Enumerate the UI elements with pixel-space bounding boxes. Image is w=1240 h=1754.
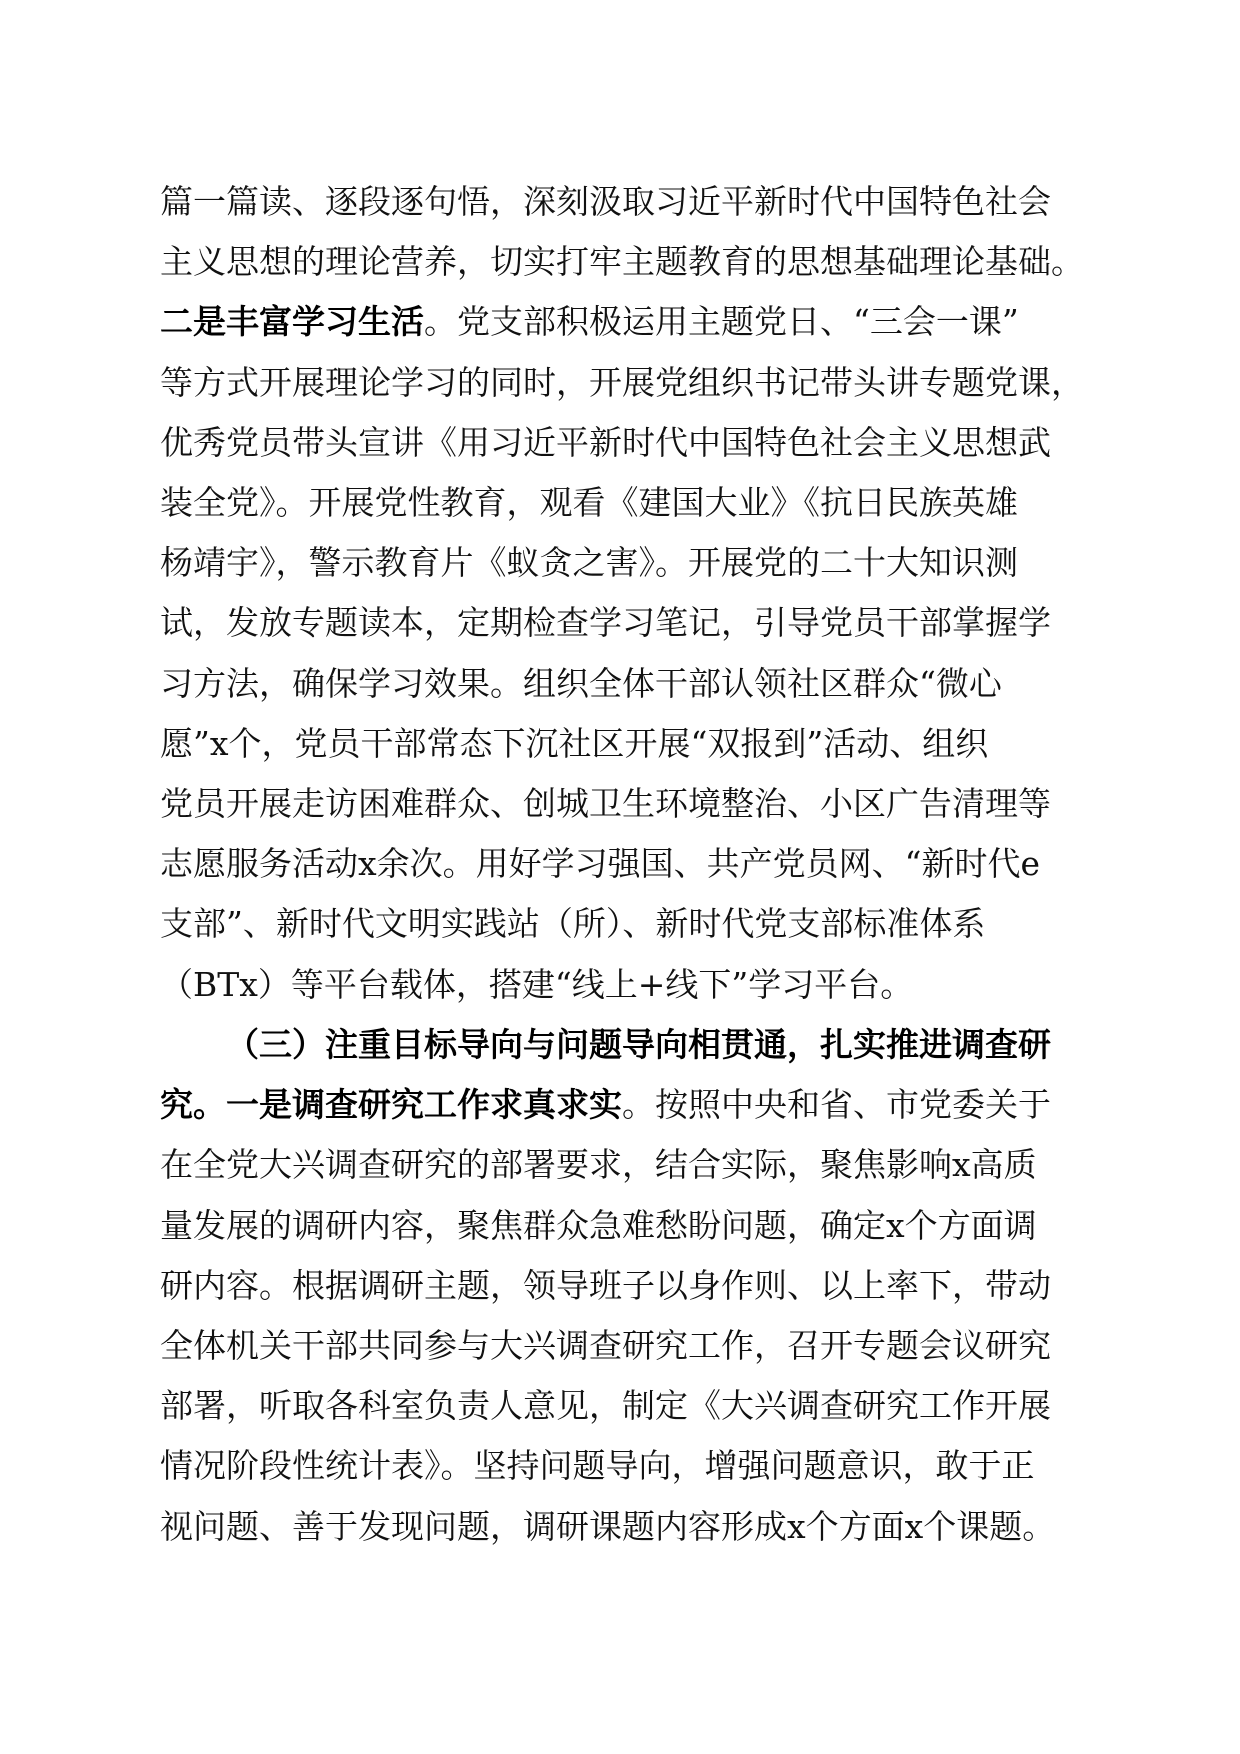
text-line: 研内容。根据调研主题，领导班子以身作则、以上率下，带动 (160, 1266, 1051, 1305)
text-line: 支部”、新时代文明实践站（所）、新时代党支部标准体系 (160, 904, 986, 943)
section-heading: （三）注重目标导向与问题导向相贯通，扎实推进调查研 (226, 1025, 1051, 1064)
text-line: 习方法，确保学习效果。组织全体干部认领社区群众“微心 (160, 664, 1002, 703)
text-line: 在全党大兴调查研究的部署要求，结合实际，聚焦影响x高质 (160, 1145, 1037, 1184)
text-line: 党员开展走访困难群众、创城卫生环境整治、小区广告清理等 (160, 784, 1051, 823)
text-line: 志愿服务活动x余次。用好学习强国、共产党员网、“新时代e (160, 844, 1041, 883)
text-line: 部署，听取各科室负责人意见，制定《大兴调查研究工作开展 (160, 1386, 1051, 1425)
text-line: 主义思想的理论营养，切实打牢主题教育的思想基础理论基础。 (160, 242, 1084, 281)
text-line: 视问题、善于发现问题，调研课题内容形成x个方面x个课题。 (160, 1507, 1056, 1546)
text-line: 试，发放专题读本，定期检查学习笔记，引导党员干部掌握学 (160, 603, 1051, 642)
text-line: 优秀党员带头宣讲《用习近平新时代中国特色社会主义思想武 (160, 423, 1051, 462)
text-fragment: 。按照中央和省、市党委关于 (622, 1085, 1051, 1124)
text-line: 篇一篇读、逐段逐句悟，深刻汲取习近平新时代中国特色社会 (160, 182, 1051, 221)
text-line (160, 1079, 1051, 1131)
text-line: 杨靖宇》，警示教育片《蚁贪之害》。开展党的二十大知识测 (160, 543, 1018, 582)
section-heading-continued: 究。一是调查研究工作求真求实 (160, 1085, 622, 1124)
text-line: 全体机关干部共同参与大兴调查研究工作，召开专题会议研究 (160, 1326, 1051, 1365)
text-line: 情况阶段性统计表》。坚持问题导向，增强问题意识，敢于正 (160, 1446, 1035, 1485)
text-line: 等方式开展理论学习的同时，开展党组织书记带头讲专题党课， (160, 363, 1084, 402)
text-line: 装全党》。开展党性教育，观看《建国大业》《抗日民族英雄 (160, 483, 1018, 522)
text-line: （BTx）等平台载体，搭建“线上+线下”学习平台。 (160, 965, 914, 1004)
text-line (160, 296, 1019, 348)
text-line: 量发展的调研内容，聚焦群众急难愁盼问题，确定x个方面调 (160, 1206, 1037, 1245)
text-line: 愿”x个，党员干部常态下沉社区开展“双报到”活动、组织 (160, 724, 989, 763)
section-subheading: 二是丰富学习生活 (160, 302, 424, 341)
text-fragment: 。党支部积极运用主题党日、“三会一课” (424, 302, 1019, 341)
